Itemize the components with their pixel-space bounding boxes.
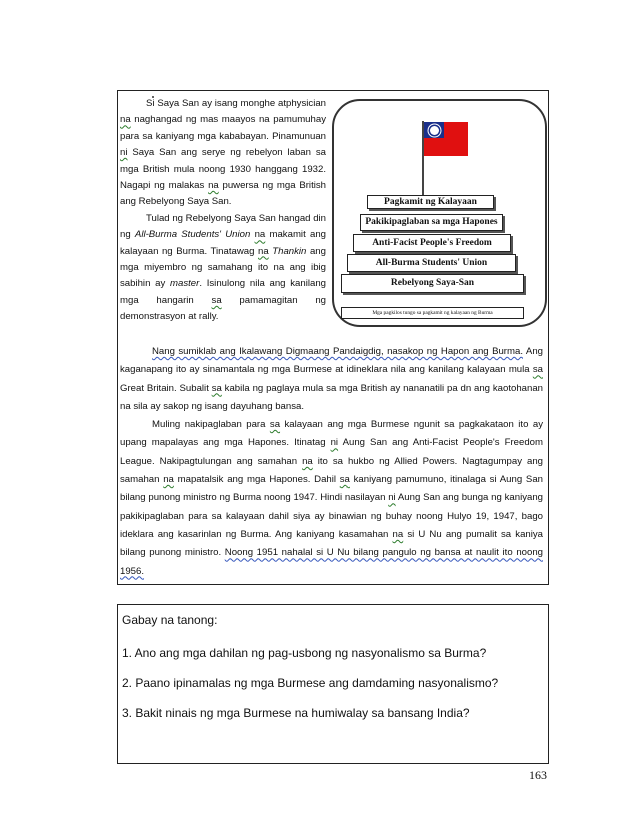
flag-canton <box>424 122 444 138</box>
step-4: All-Burma Students' Union <box>347 254 516 272</box>
illustration-caption: Mga pagkilos tungo sa pagkamit ng kalayaan ng Burma <box>341 307 524 319</box>
paragraph-saya-san: Si Saya San ay isang monghe atphysician na naghangad ng mas maayos na pamumuhay para sa kaniyang mga kababayan. Pinamunuan ni Saya San ang serye ng rebelyon laban sa mga British mula noong 1930 hanggang 1932. Nagapi ng malakas na puwersa ng mga British ang Rebelyong Saya San. <box>120 98 326 208</box>
step-1: Pagkamit ng Kalayaan <box>367 195 494 209</box>
paragraph-aung-san: Muling nakipaglaban para sa kalayaan ang mga Burmese ngunit sa pagkakataon ito ay upang mapalayas ang mga Hapones. Itinatag ni Aung San ang Anti-Facist People's Freedom League. Nakipagtulungan ang samahan na ito sa hukbo ng Allied Powers. Nagtagumpay ang samahan na mapatalsik ang mga Hapones. Dahil sa kaniyang pamumuno, itinalaga si Aung San bilang punong ministro ng Burma noong 1947. Hindi nasilayan ni Aung San ang bunga ng kaniyang pakikipaglaban para sa kalayaan dahil siya ay binawian ng buhay noong Hulyo 19, 1947, bago ideklara ang kasarinlan ng Burma. Ang kaniyang kasamahan na si U Nu ang pumalit sa kaniya bilang punong ministro. Noong 1951 nahalal si U Nu bilang pangulo ng bansa at naulit ito noong 1956. <box>120 419 544 577</box>
paragraph-students-union: Tulad ng Rebelyong Saya San hangad din ng All-Burma Students' Union na makamit ang kalayaan ng Burma. Tinatawag na Thankin ang mga miyembro ng samahang ito na ang ibig sabihin ay master. Isinulong nila ang kanilang mga hangarin sa pamamagitan ng demonstrasyon at rally. <box>120 212 326 323</box>
step-3: Anti-Facist People's Freedom <box>353 234 511 252</box>
paragraph-world-war: Nang sumiklab ang Ikalawang Digmaang Pandaigdig, nasakop ng Hapon ang Burma. Ang kaganapang ito ay sinamantala ng mga Burmese at idineklara nila ang kanilang kalayaan mula sa Great Britain. Subalit sa kabila ng paglaya mula sa mga British ay nananatili pa dn ang kaotohanan na sila ay sakop ng isang dayuhang bansa. <box>120 346 543 412</box>
full-width-text <box>120 343 543 581</box>
step-2: Pakikipaglaban sa mga Hapones <box>360 214 503 231</box>
step-5: Rebelyong Saya-San <box>341 274 524 293</box>
left-column-text <box>120 96 326 326</box>
question-2: 2. Paano ipinamalas ng mga Burmese ang damdaming nasyonalismo? <box>122 676 499 690</box>
question-1: 1. Ano ang mga dahilan ng pag-usbong ng nasyonalismo sa Burma? <box>122 646 487 660</box>
flag-sun-icon <box>430 126 439 135</box>
question-3: 3. Bakit ninais ng mga Burmese na humiwalay sa bansang India? <box>122 706 470 720</box>
guide-questions-title: Gabay na tanong: <box>122 613 218 627</box>
burma-flag-icon <box>424 122 468 156</box>
page-number: 163 <box>529 768 547 782</box>
